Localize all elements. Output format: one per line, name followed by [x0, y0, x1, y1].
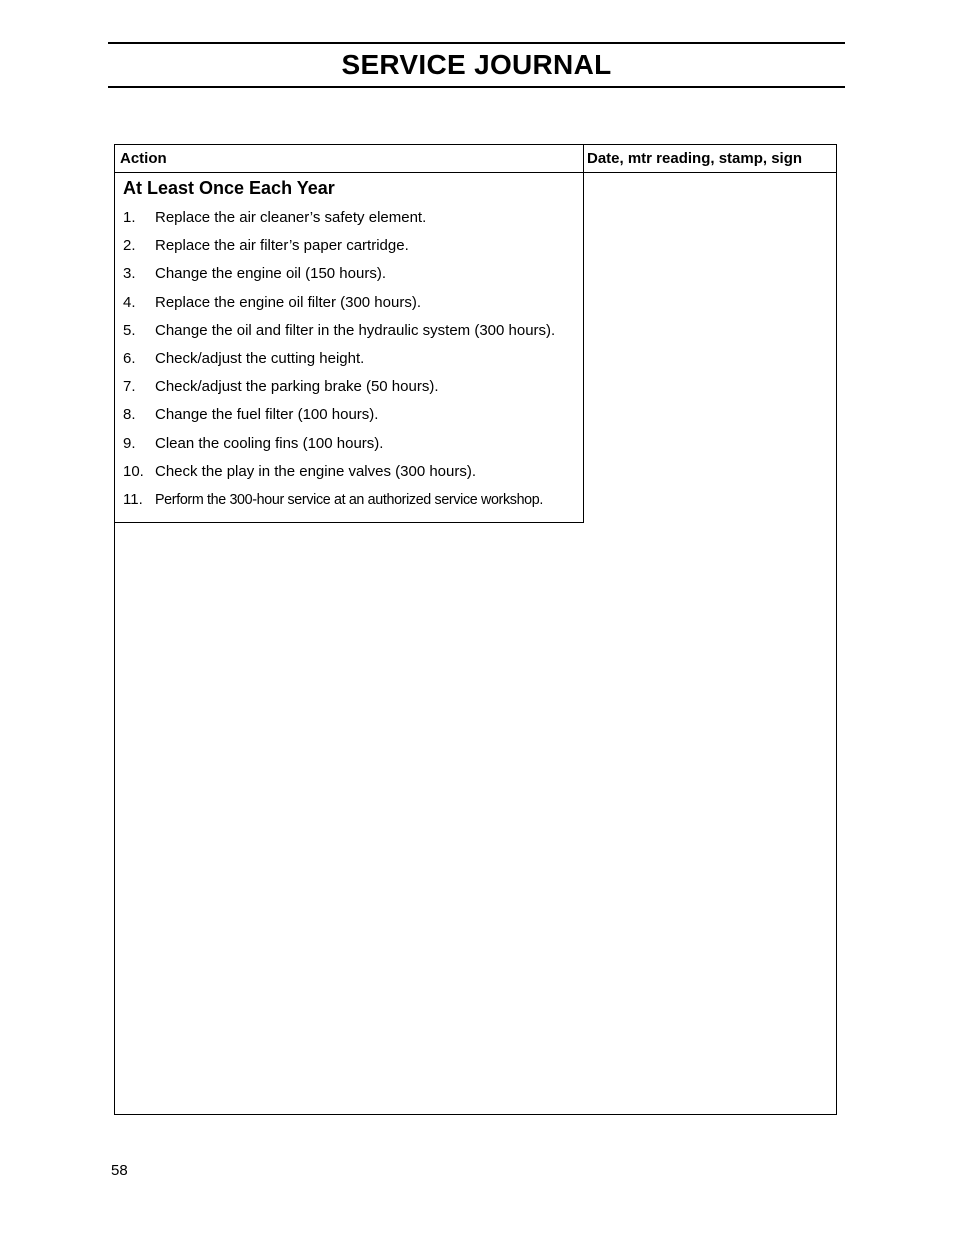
task-text: Change the oil and filter in the hydraulic system (300 hours).	[155, 321, 556, 339]
task-number: 1.	[123, 209, 136, 226]
column-header-record: Date, mtr reading, stamp, sign	[587, 150, 803, 167]
task-text: Replace the air cleaner’s safety element.	[155, 209, 427, 226]
task-number: 3.	[123, 265, 136, 283]
task-number: 10.	[123, 462, 144, 480]
task-number: 2.	[123, 237, 136, 255]
section-title: At Least Once Each Year	[123, 178, 335, 198]
task-number: 5.	[123, 321, 136, 339]
page-number: 58	[111, 1162, 128, 1179]
task-number: 11.	[123, 490, 143, 508]
title-block	[108, 42, 845, 88]
service-journal-table	[114, 144, 837, 1115]
task-number: 4.	[123, 293, 136, 311]
column-divider	[583, 145, 584, 523]
task-number: 7.	[123, 378, 136, 396]
column-header-action: Action	[120, 150, 167, 167]
task-text: Check the play in the engine valves (300 hours).	[155, 462, 477, 480]
action-box-bottom-rule	[115, 522, 584, 523]
table-header-row	[115, 145, 836, 173]
task-number: 8.	[123, 406, 136, 424]
page-title: SERVICE JOURNAL	[341, 49, 612, 80]
task-text: Check/adjust the cutting height.	[155, 349, 365, 367]
task-text: Change the engine oil (150 hours).	[155, 265, 386, 283]
task-text: Change the fuel filter (100 hours).	[155, 406, 379, 424]
task-text: Check/adjust the parking brake (50 hours).	[155, 378, 439, 396]
task-number: 6.	[123, 349, 136, 367]
task-text: Replace the air filter’s paper cartridge.	[155, 237, 409, 255]
task-text: Perform the 300-hour service at an authorized service workshop.	[155, 491, 543, 508]
task-text: Replace the engine oil filter (300 hours).	[155, 293, 421, 311]
task-text: Clean the cooling fins (100 hours).	[155, 434, 384, 452]
task-number: 9.	[123, 434, 136, 452]
